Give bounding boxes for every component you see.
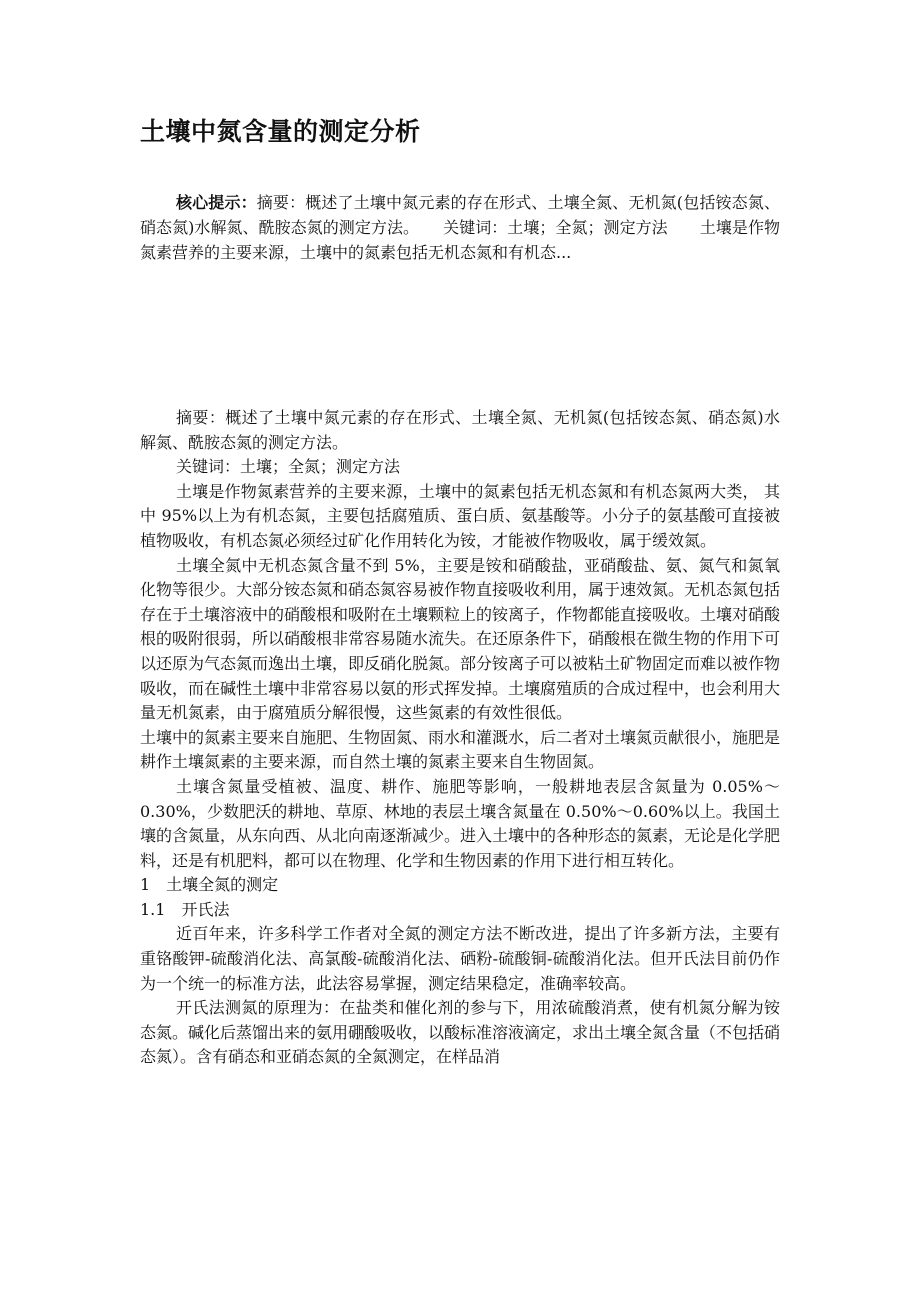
body-paragraph: 土壤含氮量受植被、温度、耕作、施肥等影响，一般耕地表层含氮量为 0.05%～0.30%，少数肥沃的耕地、草原、林地的表层土壤含氮量在 0.50%～0.60%以上。我国土壤的含氮量，从东向西、从北向南逐渐减少。进入土壤中的各种形态的氮素，无论是化学肥料，还是有机肥料，都可以在物理、化学和生物因素的作用下进行相互转化。 (140, 776, 781, 870)
summary-text: 摘要：概述了土壤中氮元素的存在形式、土壤全氮、无机氮(包括铵态氮、硝态氮)水解氮、酰胺态氮的测定方法。 关键词：土壤；全氮；测定方法 土壤是作物氮素营养的主要来源，土壤中的氮素包括无机态氮和有机态... (140, 193, 780, 262)
document-title: 土壤中氮含量的测定分析 (140, 117, 421, 146)
summary-label: 核心提示： (176, 193, 257, 212)
body-paragraph: 开氏法测氮的原理为：在盐类和催化剂的参与下，用浓硫酸消煮，使有机氮分解为铵态氮。碱化后蒸馏出来的氨用硼酸吸收，以酸标准溶液滴定，求出土壤全氮含量（不包括硝态氮）。含有硝态和亚硝态氮的全氮测定，在样品消 (140, 998, 781, 1067)
body-paragraph: 土壤是作物氮素营养的主要来源，土壤中的氮素包括无机态氮和有机态氮两大类， 其中 95%以上为有机态氮，主要包括腐殖质、蛋白质、氨基酸等。小分子的氨基酸可直接被植物吸收，有机态氮必须经过矿化作用转化为铵，才能被作物吸收，属于缓效氮。 (140, 481, 780, 550)
abstract-paragraph: 摘要：概述了土壤中氮元素的存在形式、土壤全氮、无机氮(包括铵态氮、硝态氮)水解氮、酰胺态氮的测定方法。 (140, 408, 780, 452)
summary-block (140, 190, 780, 265)
document-body (140, 406, 780, 1070)
body-paragraph: 近百年来，许多科学工作者对全氮的测定方法不断改进，提出了许多新方法，主要有重铬酸钾-硫酸消化法、高氯酸-硫酸消化法、硒粉-硫酸铜-硫酸消化法。但开氏法目前仍作为一个统一的标准方法，此法容易掌握，测定结果稳定，准确率较高。 (140, 924, 780, 993)
keywords-paragraph: 关键词：土壤；全氮；测定方法 (176, 457, 401, 477)
body-paragraph: 土壤中的氮素主要来自施肥、生物固氮、雨水和灌溉水，后二者对土壤氮贡献很小，施肥是耕作土壤氮素的主要来源，而自然土壤的氮素主要来自生物固氮。 (140, 727, 781, 772)
subsection-heading: 1.1 开氏法 (140, 899, 230, 919)
section-heading: 1 土壤全氮的测定 (140, 875, 279, 895)
body-paragraph: 土壤全氮中无机态氮含量不到 5%，主要是铵和硝酸盐，亚硝酸盐、氨、氮气和氮氧化物等很少。大部分铵态氮和硝态氮容易被作物直接吸收利用，属于速效氮。无机态氮包括存在于土壤溶液中的硝酸根和吸附在土壤颗粒上的铵离子，作物都能直接吸收。土壤对硝酸根的吸附很弱，所以硝酸根非常容易随水流失。在还原条件下，硝酸根在微生物的作用下可以还原为气态氮而逸出土壤，即反硝化脱氮。部分铵离子可以被粘土矿物固定而难以被作物吸收，而在碱性土壤中非常容易以氨的形式挥发掉。土壤腐殖质的合成过程中，也会利用大量无机氮素，由于腐殖质分解很慢，这些氮素的有效性很低。 (140, 555, 781, 723)
